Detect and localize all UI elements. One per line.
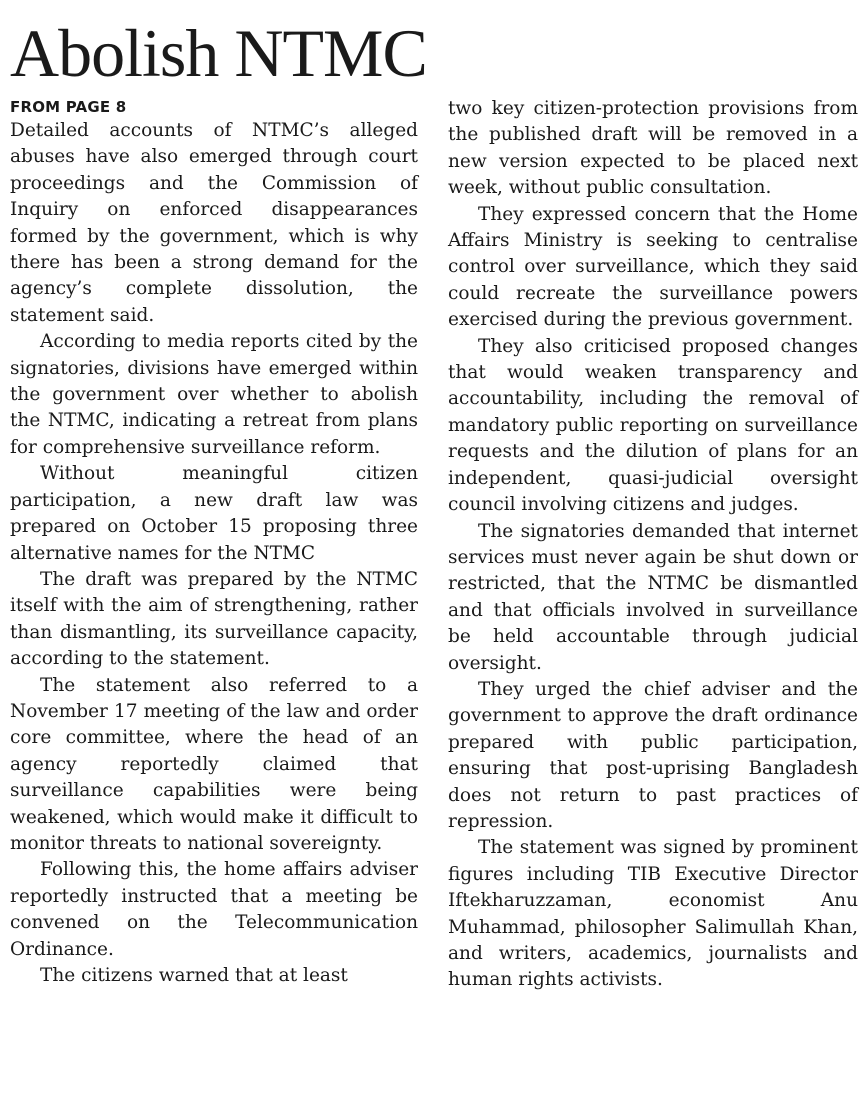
paragraph-continued: The citizens warned that at least	[40, 965, 348, 986]
paragraph: Following this, the home affairs adviser reportedly instructed that a meeting be convened on the Telecommunication Ordinance.	[10, 859, 418, 960]
paragraph: They also criticised proposed changes that would weaken transparency and accountability, including the removal of mandatory public reporting on surveillance requests and the dilution of plans for an independent, quasi-judicial oversight council involving citizens and judges.	[448, 335, 858, 516]
paragraph: Without meaningful citizen participation, a new draft law was prepared on October 15 proposing three alternative names for the NTMC	[10, 463, 418, 564]
paragraph: The signatories demanded that internet services must never again be shut down or restricted, that the NTMC be dismantled and that officials involved in surveillance be held accountable through judicial oversight.	[448, 520, 858, 674]
left-column	[10, 96, 418, 1102]
paragraph: They expressed concern that the Home Affairs Ministry is seeking to centralise control over surveillance, which they said could recreate the surveillance powers exercised during the previous government.	[448, 203, 858, 331]
paragraph: The statement also referred to a November 17 meeting of the law and order core committee, where the head of an agency reportedly claimed that surveillance capabilities were being weakened, which would make it difficult to monitor threats to national sovereignty.	[10, 674, 418, 854]
paragraph-continuation: two key citizen-protection provisions from the published draft will be removed in a new version expected to be placed next week, without public consultation.	[448, 98, 858, 199]
headline: Abolish NTMC	[10, 15, 427, 91]
paragraph: The draft was prepared by the NTMC itself with the aim of strengthening, rather than dismantling, its surveillance capacity, according to the statement.	[10, 568, 418, 670]
right-column	[448, 96, 858, 1102]
paragraph: The statement was signed by prominent figures including TIB Executive Director Iftekharuzzaman, economist Anu Muhammad, philosopher Salimullah Khan, and writers, academics, journalists and human rights activists.	[448, 837, 858, 991]
paragraph: They urged the chief adviser and the government to approve the draft ordinance prepared with public participation, ensuring that post-uprising Bangladesh does not return to past practices of repression.	[448, 678, 858, 832]
paragraph: Detailed accounts of NTMC’s alleged abuses have also emerged through court proceedings and the Commission of Inquiry on enforced disappearances formed by the government, which is why there has been a strong demand for the agency’s complete dissolution, the statement said.	[10, 120, 418, 326]
paragraph: According to media reports cited by the signatories, divisions have emerged within the government over whether to abolish the NTMC, indicating a retreat from plans for comprehensive surveillance reform.	[10, 331, 418, 458]
jump-label: FROM PAGE 8	[10, 98, 127, 116]
